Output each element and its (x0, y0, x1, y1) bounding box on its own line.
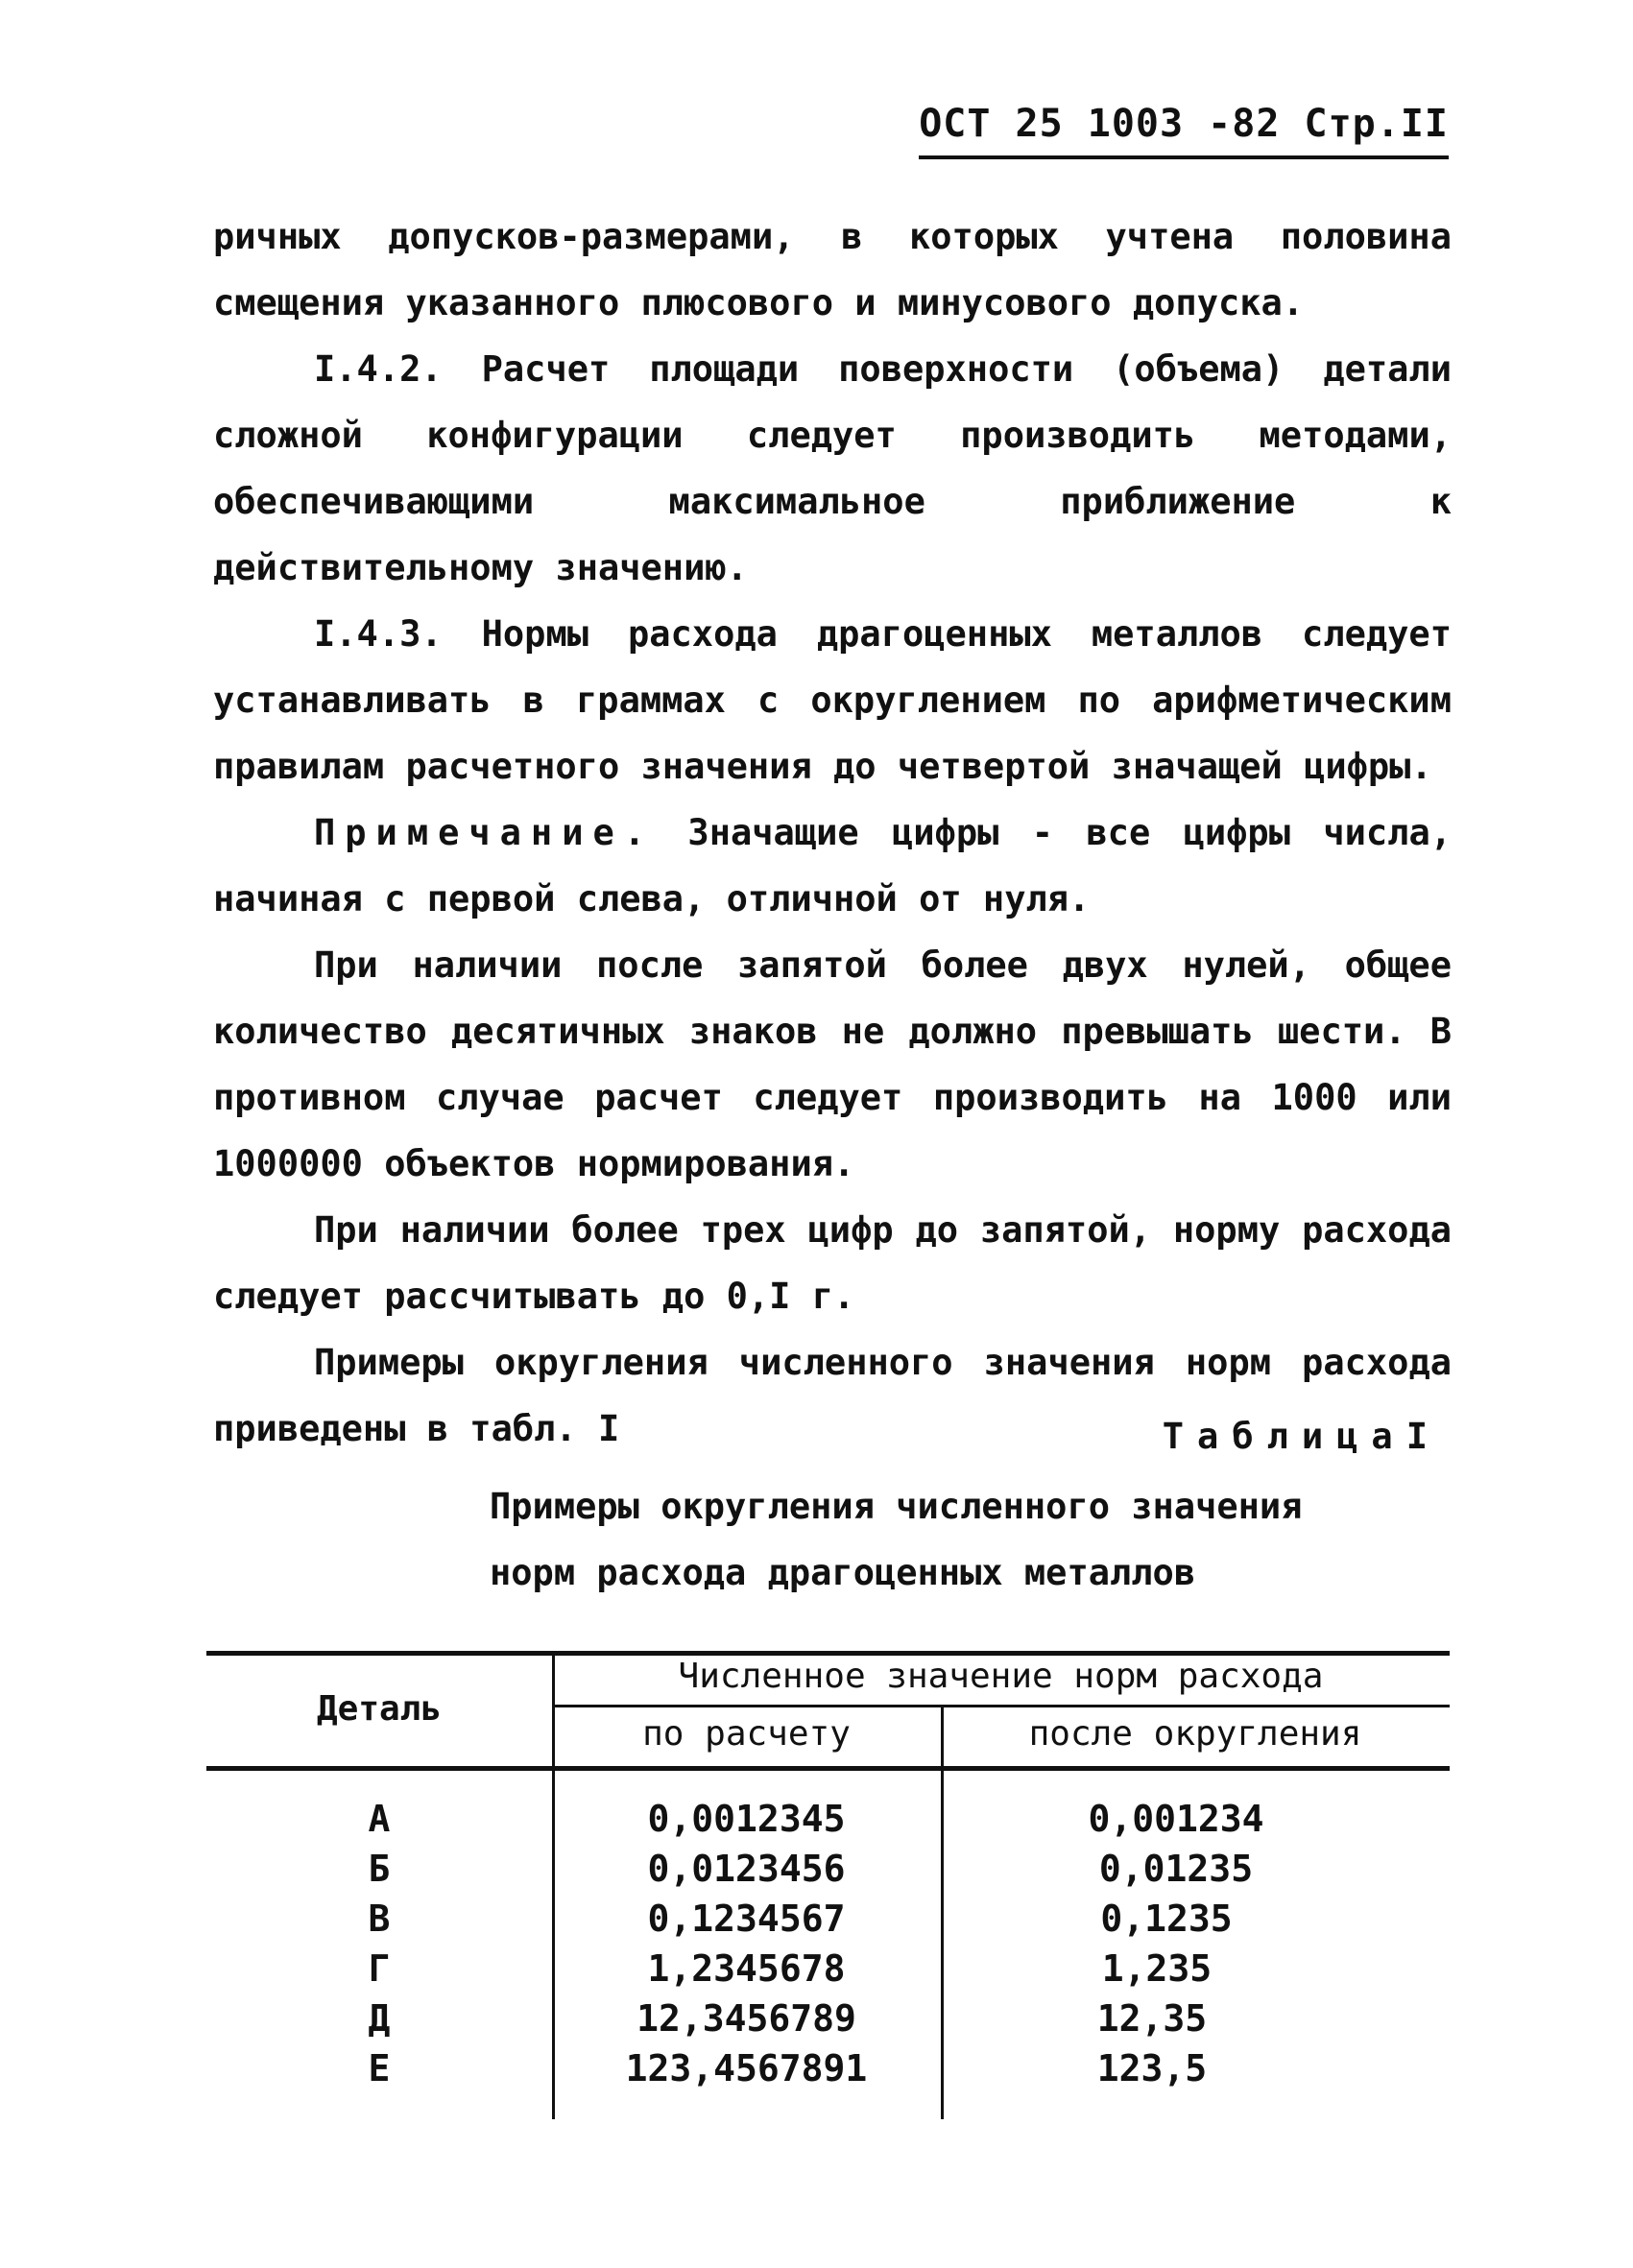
cell-detail: В (368, 1898, 391, 1940)
rounding-table (206, 1651, 1450, 2119)
note-paragraph (213, 800, 1452, 932)
cell-detail: Е (368, 2047, 391, 2089)
table-row (206, 1947, 1450, 1997)
table-top-rule (206, 1651, 1450, 1656)
table-group-rule (552, 1705, 1450, 1707)
body-text (213, 203, 1452, 1462)
cell-calc: 0,0012345 (647, 1798, 846, 1840)
cell-round: 123,5 (1096, 2047, 1208, 2089)
table-caption (490, 1473, 1302, 1606)
cell-detail: Б (368, 1848, 391, 1890)
cell-calc: 1,2345678 (647, 1947, 846, 1990)
table-header-calc: по расчету (642, 1714, 851, 1754)
cell-calc: 123,4567891 (625, 2047, 868, 2089)
note-label: Примечание. (314, 812, 656, 853)
table-row (206, 1898, 1450, 1947)
table-caption-line-2: норм расхода драгоценных металлов (490, 1552, 1196, 1593)
table-row (206, 1848, 1450, 1898)
cell-round: 0,001234 (1088, 1798, 1264, 1840)
cell-detail: Г (368, 1947, 391, 1990)
table-header-detail: Деталь (316, 1689, 443, 1729)
table-label: ТаблицаI (1162, 1416, 1441, 1457)
cell-calc: 12,3456789 (636, 1997, 856, 2040)
page-header: ОСТ 25 1003 -82 Стр.II (919, 102, 1449, 159)
cell-round: 0,1235 (1100, 1898, 1233, 1940)
table-row (206, 1798, 1450, 1848)
paragraph-1-4-3: I.4.3. Нормы расхода драгоценных металлов следует устанавливать в граммах с округлением по арифметическим правилам расчетного значения до четвертой значащей цифры. (213, 613, 1452, 787)
table-row (206, 2047, 1450, 2097)
cell-calc: 0,1234567 (647, 1898, 846, 1940)
note-text: Значащие цифры - все цифры числа, начиная с первой слева, отличной от нуля. (213, 812, 1452, 919)
table-header-bottom-rule (206, 1766, 1450, 1771)
table-caption-line-1: Примеры округления численного значения (490, 1486, 1303, 1527)
cell-detail: Д (368, 1997, 391, 2040)
paragraph-1-4-2: I.4.2. Расчет площади поверхности (объема) детали сложной конфигурации следует производить методами, обеспечивающими максимальное приближение к действительному значению. (213, 348, 1452, 588)
cell-round: 0,01235 (1098, 1848, 1254, 1890)
paragraph-continuation: ричных допусков-размерами, в которых учтена половина смещения указанного плюсового и минусового допуска. (213, 216, 1452, 323)
cell-round: 12,35 (1096, 1997, 1208, 2040)
paragraph-examples-ref: Примеры округления численного значения норм расхода приведены в табл. I (213, 1342, 1452, 1449)
table-row (206, 1997, 1450, 2047)
table-header-group: Численное значение норм расхода (678, 1657, 1324, 1696)
paragraph-decimal-zeros: При наличии после запятой более двух нулей, общее количество десятичных знаков не должно превышать шести. В противном случае расчет следует производить на 1000 или 1000000 объектов нормирования. (213, 944, 1452, 1184)
paragraph-three-digits: При наличии более трех цифр до запятой, норму расхода следует рассчитывать до 0,I г. (213, 1209, 1452, 1317)
cell-round: 1,235 (1101, 1947, 1213, 1990)
table-header-round: после округления (1028, 1714, 1362, 1754)
cell-detail: А (368, 1798, 391, 1840)
cell-calc: 0,0123456 (647, 1848, 846, 1890)
